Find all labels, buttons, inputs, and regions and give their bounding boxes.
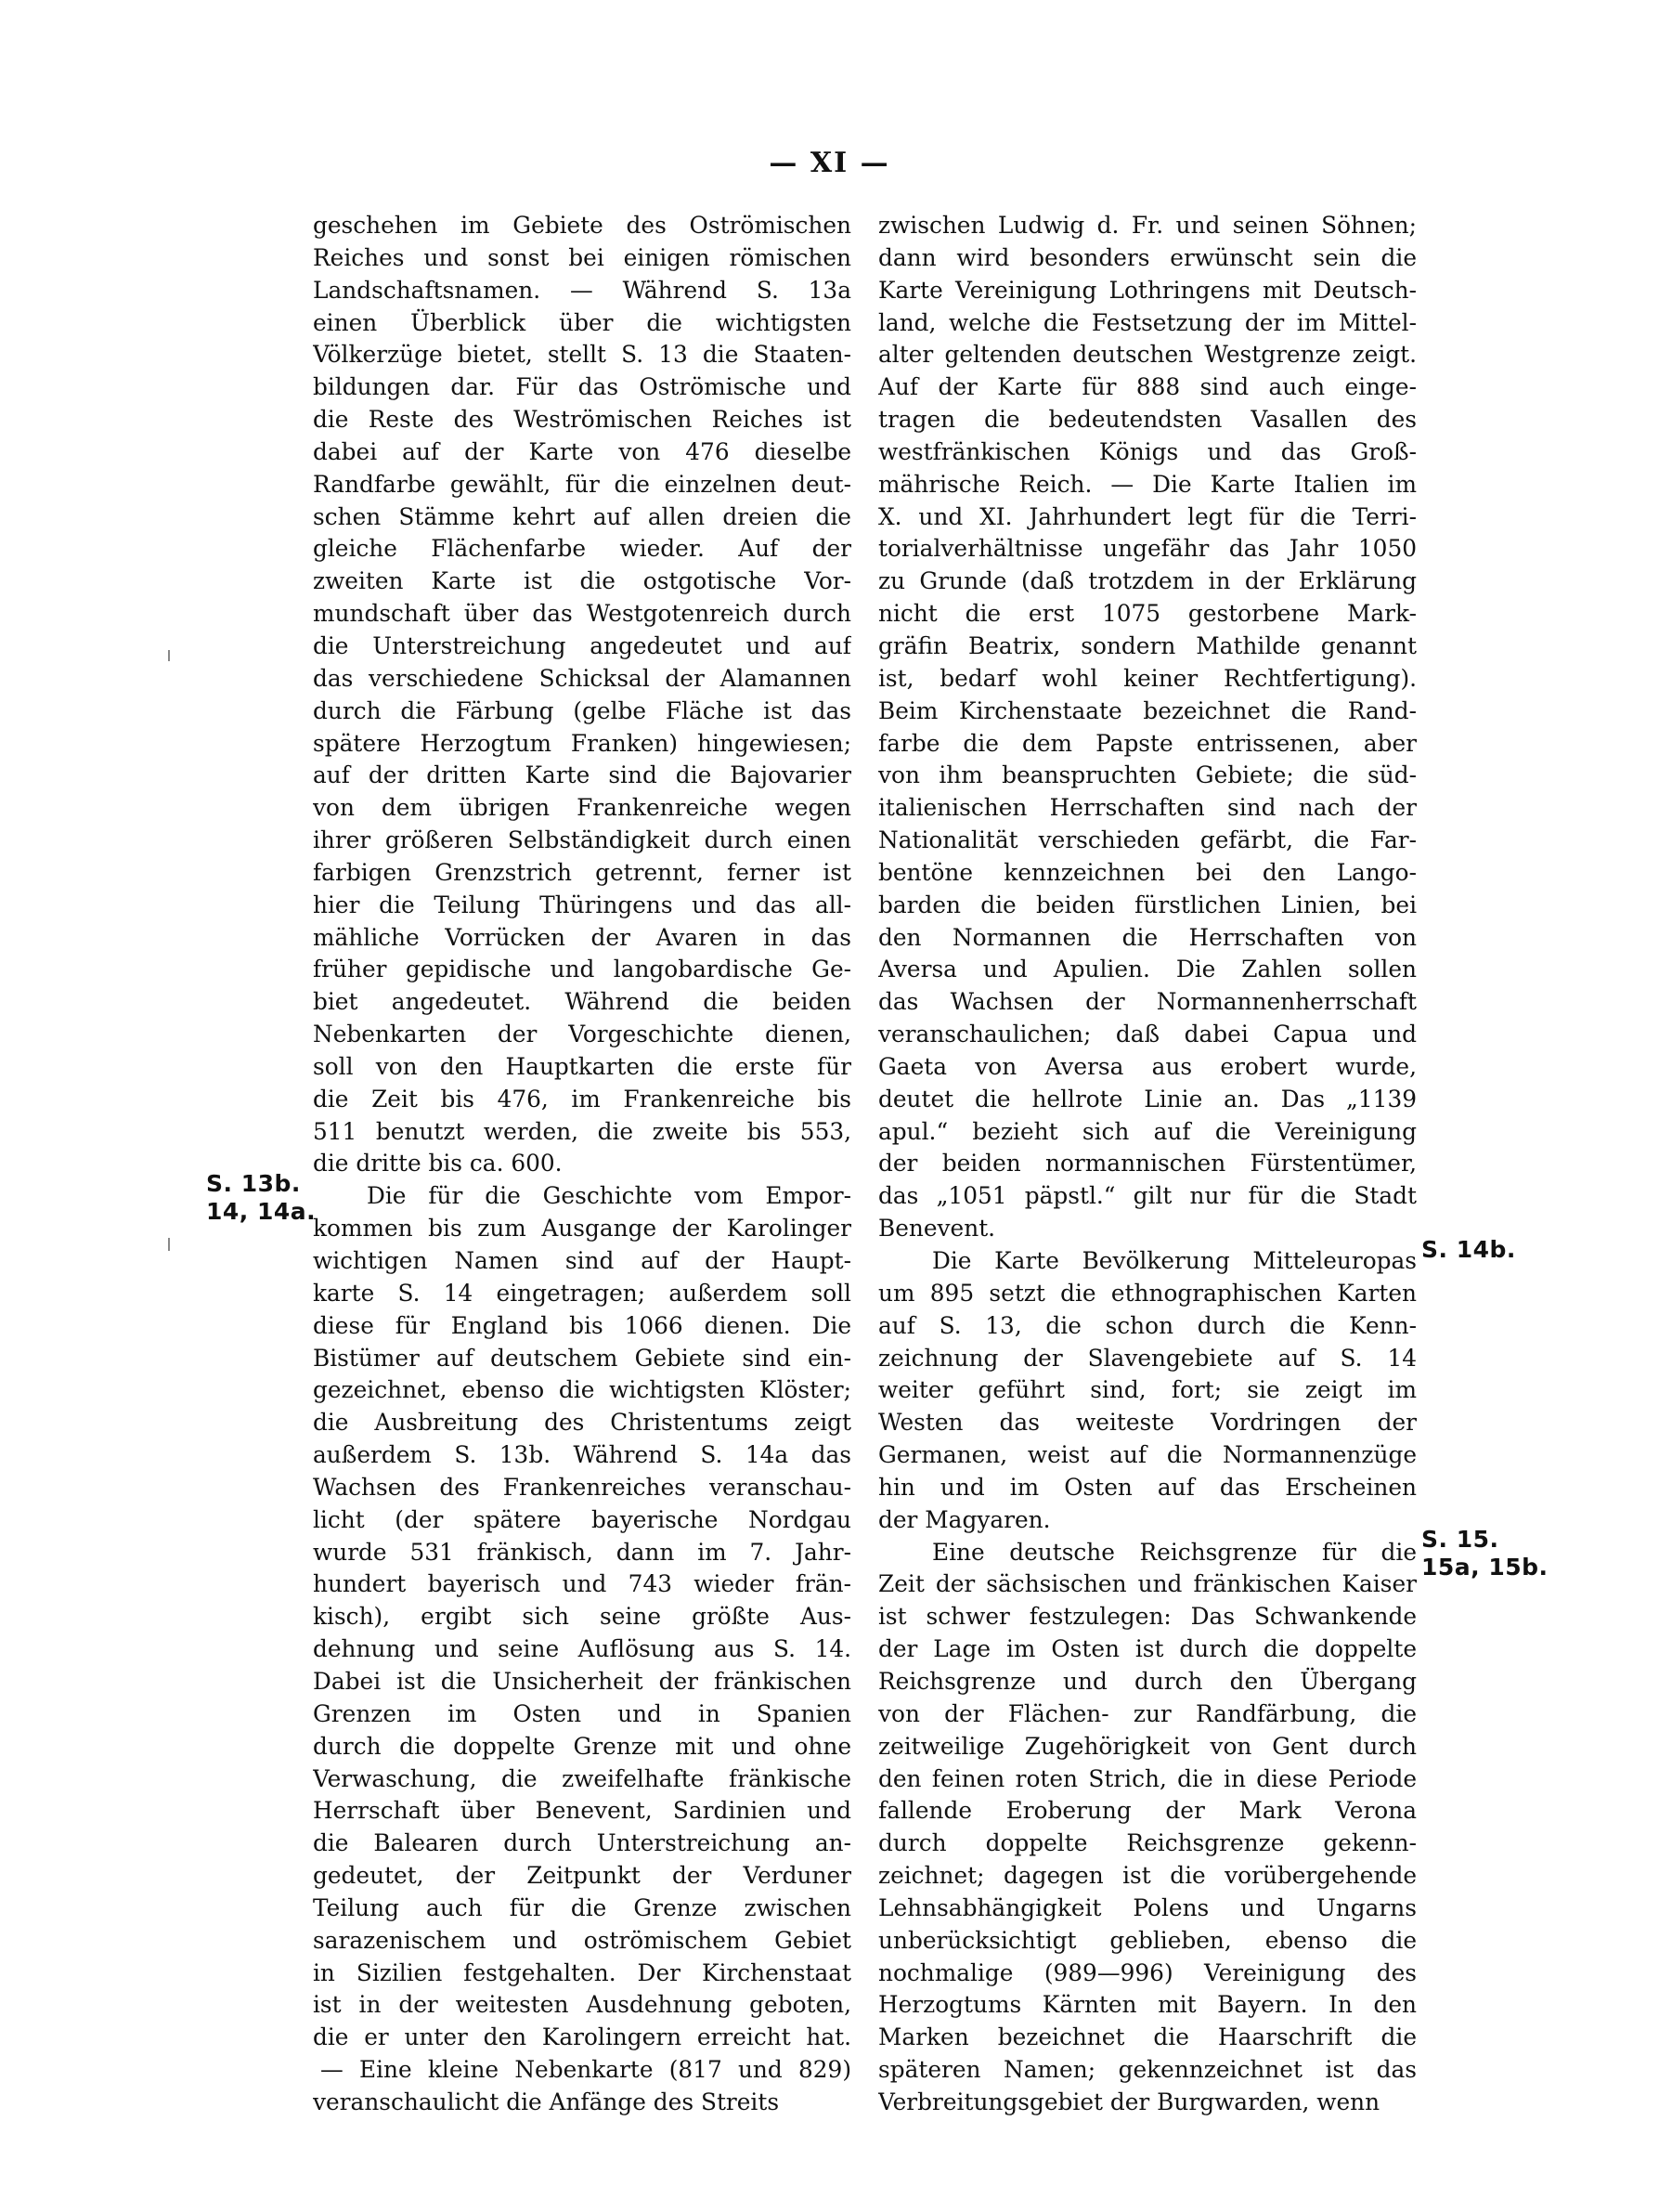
text-line: die Ausbreitung des Christentums zeigt	[313, 1409, 851, 1437]
text-line: Bistümer auf deutschem Gebiete sind ein-	[313, 1344, 851, 1372]
text-line: barden die beiden fürstlichen Linien, bei	[878, 891, 1417, 918]
text-line: land, welche die Festsetzung der im Mittel-	[878, 308, 1417, 336]
margin-note-15a-15b: 15a, 15b.	[1421, 1554, 1549, 1581]
text-line: hundert bayerisch und 743 wieder frän-	[313, 1570, 851, 1598]
text-line: früher gepidische und langobardische Ge-	[313, 956, 851, 983]
text-line: durch die doppelte Grenze mit und ohne	[313, 1732, 851, 1760]
text-line: der Lage im Osten ist durch die doppelte	[878, 1635, 1417, 1663]
text-line: diese für England bis 1066 dienen. Die	[313, 1311, 851, 1339]
text-line: kommen bis zum Ausgange der Karolinger	[313, 1215, 851, 1243]
text-line: späteren Namen; gekennzeichnet ist das	[878, 2056, 1417, 2084]
text-line: bildungen dar. Für das Oströmische und	[313, 373, 851, 401]
text-line: die dritte bis ca. 600.	[313, 1150, 563, 1178]
text-line: zweiten Karte ist die ostgotische Vor-	[313, 567, 851, 595]
text-line: farbe die dem Papste entrissenen, aber	[878, 729, 1417, 757]
text-line: die er unter den Karolingern erreicht hat.	[313, 2023, 851, 2051]
scan-speck	[168, 650, 170, 661]
text-line: die Reste des Weströmischen Reiches ist	[313, 406, 851, 434]
text-line: zeichnet; dagegen ist die vorübergehende	[878, 1862, 1417, 1890]
text-line: Herrschaft über Benevent, Sardinien und	[313, 1797, 851, 1825]
text-line: zeichnung der Slavengebiete auf S. 14	[878, 1344, 1417, 1372]
text-line: ihrer größeren Selbständigkeit durch einen	[313, 826, 851, 854]
text-line: Aversa und Apulien. Die Zahlen sollen	[878, 956, 1417, 983]
text-line: das Wachsen der Normannenherrschaft	[878, 988, 1417, 1016]
text-line: in Sizilien festgehalten. Der Kirchenstaat	[313, 1958, 851, 1986]
text-line: nochmalige (989—996) Vereinigung des	[878, 1958, 1417, 1986]
text-line: von ihm beanspruchten Gebiete; die süd-	[878, 761, 1417, 789]
text-line: alter geltenden deutschen Westgrenze zeigt.	[878, 341, 1417, 369]
text-line: Verwaschung, die zweifelhafte fränkische	[313, 1764, 851, 1792]
text-line: Wachsen des Frankenreiches veranschau-	[313, 1473, 851, 1501]
text-line: Zeit der sächsischen und fränkischen Kaiser	[878, 1570, 1417, 1598]
text-line: der beiden normannischen Fürstentümer,	[878, 1150, 1417, 1178]
text-line: dabei auf der Karte von 476 dieselbe	[313, 437, 851, 465]
text-line: gleiche Flächenfarbe wieder. Auf der	[313, 535, 851, 563]
text-line: gedeutet, der Zeitpunkt der Verduner	[313, 1862, 851, 1890]
margin-note-s13b: S. 13b.	[206, 1170, 301, 1197]
text-line: Herzogtums Kärnten mit Bayern. In den	[878, 1991, 1417, 2019]
text-line: Verbreitungsgebiet der Burgwarden, wenn	[878, 2088, 1380, 2115]
text-line: ist schwer festzulegen: Das Schwankende	[878, 1603, 1417, 1631]
text-line: auf S. 13, die schon durch die Kenn-	[878, 1311, 1417, 1339]
text-line: zeitweilige Zugehörigkeit von Gent durch	[878, 1732, 1417, 1760]
text-line: auf der dritten Karte sind die Bajovarier	[313, 761, 851, 789]
text-line: Nationalität verschieden gefärbt, die Far-	[878, 826, 1417, 854]
text-line: schen Stämme kehrt auf allen dreien die	[313, 502, 851, 530]
text-line: — Eine kleine Nebenkarte (817 und 829)	[320, 2056, 851, 2084]
text-line: Nebenkarten der Vorgeschichte dienen,	[313, 1021, 851, 1048]
text-line: durch doppelte Reichsgrenze gekenn-	[878, 1829, 1417, 1857]
left-text-column	[313, 210, 851, 2119]
text-line: Benevent.	[878, 1215, 996, 1243]
text-line: außerdem S. 13b. Während S. 14a das	[313, 1441, 851, 1469]
text-line: 511 benutzt werden, die zweite bis 553,	[313, 1117, 851, 1145]
text-line: den Normannen die Herrschaften von	[878, 923, 1417, 951]
text-line: ist, bedarf wohl keiner Rechtfertigung).	[878, 664, 1417, 692]
text-line: Reichsgrenze und durch den Übergang	[878, 1667, 1417, 1695]
text-line: Teilung auch für die Grenze zwischen	[313, 1893, 851, 1921]
text-line: Die für die Geschichte vom Empor-	[367, 1182, 851, 1210]
text-line: mährische Reich. — Die Karte Italien im	[878, 470, 1417, 498]
text-line: apul.“ bezieht sich auf die Vereinigung	[878, 1117, 1417, 1145]
text-line: um 895 setzt die ethnographischen Karten	[878, 1279, 1417, 1307]
text-line: Randfarbe gewählt, für die einzelnen deut-	[313, 470, 851, 498]
text-line: Auf der Karte für 888 sind auch einge-	[878, 373, 1417, 401]
text-line: wichtigen Namen sind auf der Haupt-	[313, 1247, 851, 1274]
margin-note-s14b: S. 14b.	[1421, 1236, 1516, 1263]
text-line: ist in der weitesten Ausdehnung geboten,	[313, 1991, 851, 2019]
text-line: Dabei ist die Unsicherheit der fränkischen	[313, 1667, 851, 1695]
text-line: torialverhältnisse ungefähr das Jahr 1050	[878, 535, 1417, 563]
text-line: das verschiedene Schicksal der Alamannen	[313, 664, 851, 692]
text-line: sarazenischem und oströmischem Gebiet	[313, 1926, 851, 1954]
text-line: Reiches und sonst bei einigen römischen	[313, 243, 851, 271]
text-line: Die Karte Bevölkerung Mitteleuropas	[932, 1247, 1417, 1274]
text-line: mundschaft über das Westgotenreich durch	[313, 600, 851, 628]
text-line: die Balearen durch Unterstreichung an-	[313, 1829, 851, 1857]
text-line: farbigen Grenzstrich getrennt, ferner ist	[313, 858, 851, 886]
text-line: biet angedeutet. Während die beiden	[313, 988, 851, 1016]
text-line: westfränkischen Königs und das Groß-	[878, 437, 1417, 465]
text-line: licht (der spätere bayerische Nordgau	[313, 1505, 851, 1533]
text-line: veranschaulicht die Anfänge des Streits	[313, 2088, 780, 2115]
text-line: zwischen Ludwig d. Fr. und seinen Söhnen;	[878, 212, 1417, 239]
text-line: Karte Vereinigung Lothringens mit Deutsch-	[878, 276, 1417, 304]
text-line: gezeichnet, ebenso die wichtigsten Klöster;	[313, 1376, 851, 1404]
right-text-column	[878, 210, 1417, 2119]
text-line: das „1051 päpstl.“ gilt nur für die Stadt	[878, 1182, 1417, 1210]
text-line: nicht die erst 1075 gestorbene Mark-	[878, 600, 1417, 628]
text-line: bentöne kennzeichnen bei den Lango-	[878, 858, 1417, 886]
text-line: dehnung und seine Auflösung aus S. 14.	[313, 1635, 851, 1663]
text-line: hier die Teilung Thüringens und das all-	[313, 891, 851, 918]
margin-note-14-14a: 14, 14a.	[206, 1198, 317, 1225]
margin-note-s15: S. 15.	[1421, 1526, 1499, 1553]
scan-speck	[168, 1238, 170, 1251]
text-line: Marken bezeichnet die Haarschrift die	[878, 2023, 1417, 2051]
text-line: geschehen im Gebiete des Oströmischen	[313, 212, 851, 239]
text-line: Germanen, weist auf die Normannenzüge	[878, 1441, 1417, 1469]
text-line: Beim Kirchenstaate bezeichnet die Rand-	[878, 696, 1417, 724]
text-line: einen Überblick über die wichtigsten	[313, 308, 851, 336]
text-line: weiter geführt sind, fort; sie zeigt im	[878, 1376, 1417, 1404]
text-line: Westen das weiteste Vordringen der	[878, 1409, 1417, 1437]
text-line: der Magyaren.	[878, 1505, 1051, 1533]
text-line: hin und im Osten auf das Erscheinen	[878, 1473, 1417, 1501]
text-line: X. und XI. Jahrhundert legt für die Terri-	[878, 502, 1417, 530]
text-line: deutet die hellrote Linie an. Das „1139	[878, 1085, 1417, 1113]
text-line: tragen die bedeutendsten Vasallen des	[878, 406, 1417, 434]
text-line: Landschaftsnamen. — Während S. 13a	[313, 276, 851, 304]
text-line: Völkerzüge bietet, stellt S. 13 die Staaten-	[313, 341, 851, 369]
text-line: Gaeta von Aversa aus erobert wurde,	[878, 1052, 1417, 1080]
text-line: karte S. 14 eingetragen; außerdem soll	[313, 1279, 851, 1307]
text-line: fallende Eroberung der Mark Verona	[878, 1797, 1417, 1825]
page-number: — XI —	[769, 147, 890, 179]
text-line: Grenzen im Osten und in Spanien	[313, 1699, 851, 1727]
text-line: unberücksichtigt geblieben, ebenso die	[878, 1926, 1417, 1954]
text-line: wurde 531 fränkisch, dann im 7. Jahr-	[313, 1538, 851, 1566]
text-line: spätere Herzogtum Franken) hingewiesen;	[313, 729, 851, 757]
text-line: kisch), ergibt sich seine größte Aus-	[313, 1603, 851, 1631]
text-line: italienischen Herrschaften sind nach der	[878, 794, 1417, 822]
text-line: von dem übrigen Frankenreiche wegen	[313, 794, 851, 822]
text-line: zu Grunde (daß trotzdem in der Erklärung	[878, 567, 1417, 595]
text-line: Lehnsabhängigkeit Polens und Ungarns	[878, 1893, 1417, 1921]
text-line: den feinen roten Strich, die in diese Periode	[878, 1764, 1417, 1792]
text-line: Eine deutsche Reichsgrenze für die	[932, 1538, 1417, 1566]
text-line: dann wird besonders erwünscht sein die	[878, 243, 1417, 271]
text-line: durch die Färbung (gelbe Fläche ist das	[313, 696, 851, 724]
text-line: gräfin Beatrix, sondern Mathilde genannt	[878, 631, 1417, 659]
text-line: mähliche Vorrücken der Avaren in das	[313, 923, 851, 951]
text-line: veranschaulichen; daß dabei Capua und	[878, 1021, 1417, 1048]
text-line: die Zeit bis 476, im Frankenreiche bis	[313, 1085, 851, 1113]
text-line: die Unterstreichung angedeutet und auf	[313, 631, 851, 659]
text-line: soll von den Hauptkarten die erste für	[313, 1052, 851, 1080]
text-line: von der Flächen- zur Randfärbung, die	[878, 1699, 1417, 1727]
